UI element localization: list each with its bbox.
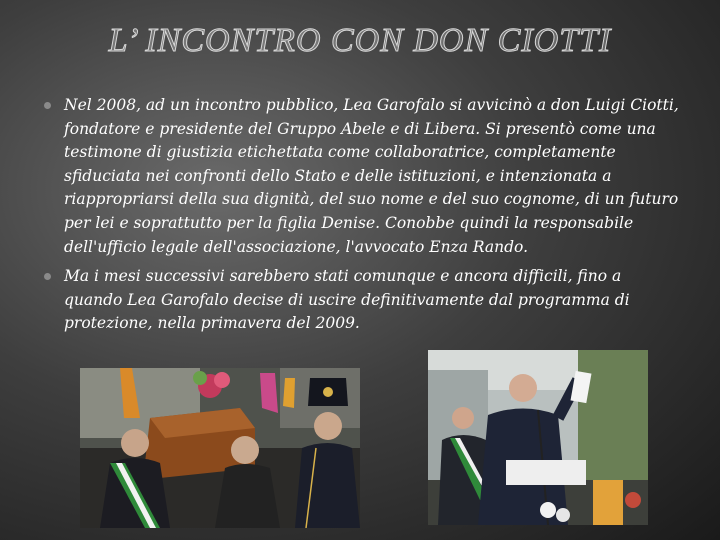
bullet-item — [44, 265, 684, 336]
speech-photo — [428, 350, 648, 525]
funeral-photo-drawing — [80, 368, 360, 528]
bullet-dot-icon — [44, 102, 51, 109]
bullet-item — [44, 94, 684, 259]
bullet-text: Ma i mesi successivi sarebbero stati comunque e ancora difficili, fino a quando Lea Garofalo decise di uscire definitivamente dal programma di protezione, nella primavera del 2009. — [64, 267, 630, 333]
bullet-dot-icon — [44, 273, 51, 280]
funeral-photo — [80, 368, 360, 528]
speech-photo-drawing — [428, 350, 648, 525]
bullet-text: Nel 2008, ad un incontro pubblico, Lea Garofalo si avvicinò a don Luigi Ciotti, fondatore e presidente del Gruppo Abele e di Libera. Si presentò come una testimone di giustizia etichettata come collaboratrice, completamente sfiduciata nei confronti dello Stato e delle istituzioni, e intenzionata a riappropriarsi della sua dignità, del suo nome e del suo cognome, di un futuro per lei e soprattutto per la figlia Denise. Conobbe quindi la responsabile dell'ufficio legale dell'associazione, l'avvocato Enza Rando. — [64, 96, 679, 256]
slide-title: L’ INCONTRO CON DON CIOTTI — [108, 22, 612, 59]
bullet-list — [44, 94, 684, 336]
